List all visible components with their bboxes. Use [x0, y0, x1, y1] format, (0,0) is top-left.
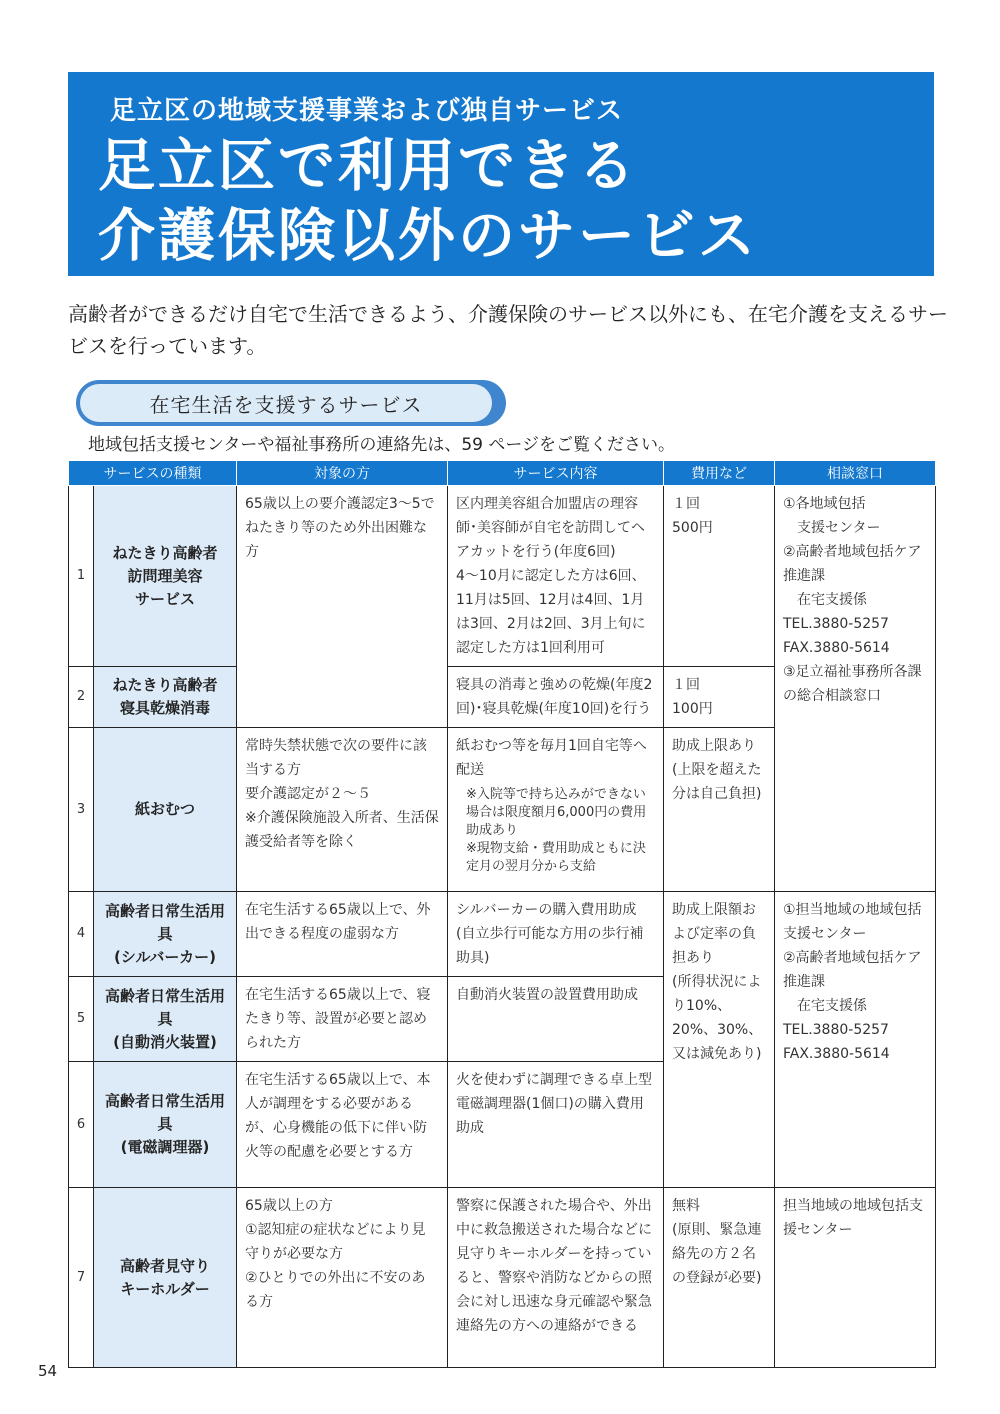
target-cell: 65歳以上の要介護認定3～5でねたきり等のため外出困難な方: [237, 486, 448, 728]
content-cell: シルバーカーの購入費用助成 (自立歩行可能な方用の歩行補助具): [448, 892, 664, 977]
table-header-row: [69, 461, 936, 486]
content-cell: 区内理美容組合加盟店の理容師･美容師が自宅を訪問してヘアカットを行う(年度6回) 4～10月に認定した方は6回、11月は5回、12月は4回、1月は3回、2月は2回、3月上旬に認定した方は1回利用可: [448, 486, 664, 667]
contact-cell: ①担当地域の地域包括支援センター ②高齢者地域包括ケア推進課 在宅支援係 TEL.3880-5257 FAX.3880-5614: [775, 892, 936, 1188]
target-cell: 65歳以上の方 ①認知症の症状などにより見守りが必要な方 ②ひとりでの外出に不安のある方: [237, 1188, 448, 1368]
content-cell: 自動消火装置の設置費用助成: [448, 977, 664, 1062]
content-cell: 警察に保護された場合や、外出中に救急搬送された場合などに見守りキーホルダーを持っていると、警察や消防などからの照会に対し迅速な身元確認や緊急連絡先の方への連絡ができる: [448, 1188, 664, 1368]
contact-cell: 担当地域の地域包括支援センター: [775, 1188, 936, 1368]
target-cell: 常時失禁状態で次の要件に該当する方 要介護認定が２～５ ※介護保険施設入所者、生活保護受給者等を除く: [237, 728, 448, 892]
row-number: 1: [69, 486, 94, 667]
contact-note: 地域包括支援センターや福祉事務所の連絡先は、59 ページをご覧ください。: [88, 435, 676, 455]
section-heading-pill: [76, 380, 506, 426]
service-name: ねたきり高齢者 寝具乾燥消毒: [94, 667, 237, 728]
banner-title-line-1: 足立区で利用できる: [98, 133, 638, 199]
table-row: [69, 892, 936, 977]
header-contact: 相談窓口: [775, 461, 936, 486]
contact-cell: ①各地域包括 支援センター ②高齢者地域包括ケア推進課 在宅支援係 TEL.3880-5257 FAX.3880-5614 ③足立福祉事務所各課の総合相談窓口: [775, 486, 936, 892]
content-cell: [448, 728, 664, 892]
content-cell: 寝具の消毒と強めの乾燥(年度2回)･寝具乾燥(年度10回)を行う: [448, 667, 664, 728]
target-cell: 在宅生活する65歳以上で、本人が調理をする必要があるが、心身機能の低下に伴い防火等の配慮を必要とする方: [237, 1062, 448, 1188]
page-number: 54: [38, 1362, 58, 1380]
services-table: [68, 460, 936, 1368]
row-number: 5: [69, 977, 94, 1062]
title-banner: [68, 72, 934, 276]
banner-subtitle: 足立区の地域支援事業および独自サービス: [110, 96, 624, 126]
content-cell: 火を使わずに調理できる卓上型電磁調理器(1個口)の購入費用助成: [448, 1062, 664, 1188]
header-content: サービス内容: [448, 461, 664, 486]
content-notes: ※入院等で持ち込みができない場合は限度額月6,000円の費用助成あり ※現物支給・費用助成ともに決定月の翌月分から支給: [466, 787, 647, 874]
row-number: 6: [69, 1062, 94, 1188]
service-name: 高齢者日常生活用具 (自動消火装置): [94, 977, 237, 1062]
section-heading: 在宅生活を支援するサービス: [149, 392, 423, 417]
service-name: ねたきり高齢者 訪問理美容 サービス: [94, 486, 237, 667]
row-number: 4: [69, 892, 94, 977]
intro-paragraph: 高齢者ができるだけ自宅で生活できるよう、介護保険のサービス以外にも、在宅介護を支えるサービスを行っています。: [68, 302, 948, 358]
service-name: 高齢者日常生活用具 (シルバーカー): [94, 892, 237, 977]
table-row: [69, 486, 936, 667]
header-cost: 費用など: [664, 461, 775, 486]
header-service-type: サービスの種類: [69, 461, 237, 486]
service-name: 高齢者見守り キーホルダー: [94, 1188, 237, 1368]
content-main: 紙おむつ等を毎月1回自宅等へ配送: [456, 738, 647, 778]
row-number: 2: [69, 667, 94, 728]
row-number: 7: [69, 1188, 94, 1368]
row-number: 3: [69, 728, 94, 892]
cost-cell: １回 500円: [664, 486, 775, 667]
cost-cell: 助成上限額および定率の負担あり (所得状況により10%、20%、30%、又は減免あり): [664, 892, 775, 1188]
cost-cell: 助成上限あり (上限を超えた分は自己負担): [664, 728, 775, 892]
banner-title-line-2: 介護保険以外のサービス: [98, 203, 758, 269]
service-name: 高齢者日常生活用具 (電磁調理器): [94, 1062, 237, 1188]
cost-cell: 無料 (原則、緊急連絡先の方２名の登録が必要): [664, 1188, 775, 1368]
table-row: [69, 1188, 936, 1368]
service-name: 紙おむつ: [94, 728, 237, 892]
target-cell: 在宅生活する65歳以上で、外出できる程度の虚弱な方: [237, 892, 448, 977]
target-cell: 在宅生活する65歳以上で、寝たきり等、設置が必要と認められた方: [237, 977, 448, 1062]
header-target: 対象の方: [237, 461, 448, 486]
cost-cell: １回 100円: [664, 667, 775, 728]
